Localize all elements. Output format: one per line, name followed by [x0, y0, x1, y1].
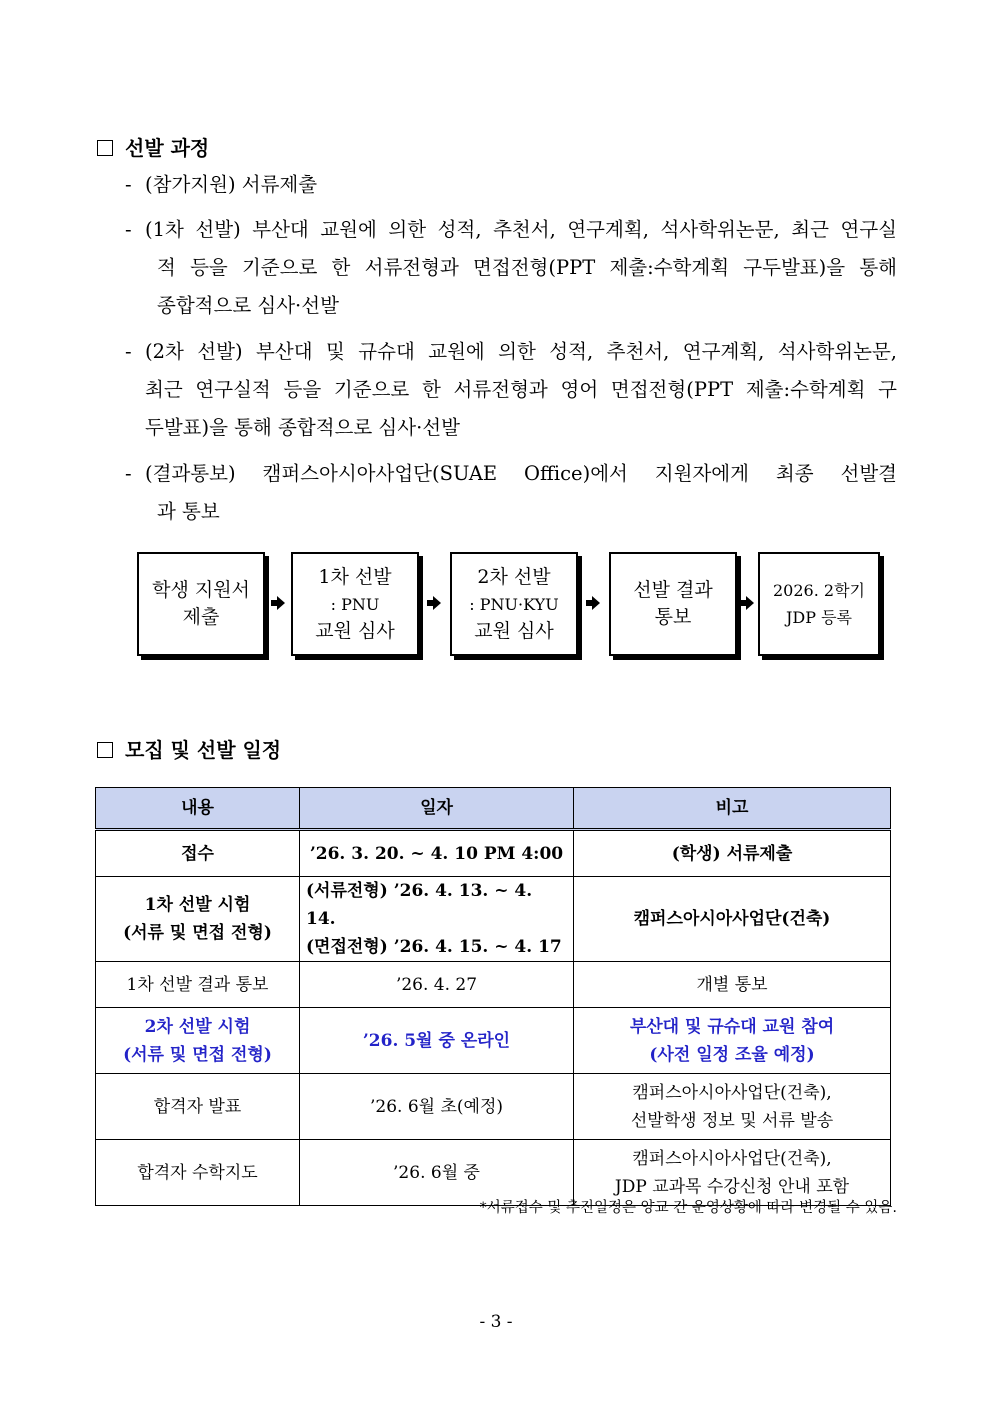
checkbox-square-icon: [97, 742, 113, 758]
cell-remarks: 개별 통보: [574, 962, 891, 1008]
arrow-right-icon: [586, 596, 600, 610]
flow-step-result-notice: 선발 결과 통보: [609, 552, 737, 656]
cell-date: ’26. 3. 20. ~ 4. 10 PM 4:00: [300, 830, 574, 877]
cell-date: ’26. 5월 중 온라인: [300, 1008, 574, 1074]
cell-remarks: 부산대 및 규슈대 교원 참여 (사전 일정 조율 예정): [574, 1008, 891, 1074]
flow-step-first-selection: 1차 선발 : PNU 교원 심사: [291, 552, 419, 656]
arrow-right-icon: [271, 596, 285, 610]
header-remarks: 비고: [574, 788, 891, 830]
table-row: [96, 877, 891, 962]
section-title-schedule: 모집 및 선발 일정: [97, 734, 281, 763]
page-number: - 3 -: [479, 1312, 513, 1332]
cell-date: ’26. 6월 중: [300, 1140, 574, 1206]
table-row: [96, 1008, 891, 1074]
table-row: [96, 1074, 891, 1140]
cell-content: 합격자 발표: [96, 1074, 300, 1140]
flow-step-jdp-registration: 2026. 2학기 JDP 등록: [758, 552, 880, 656]
cell-content: 합격자 수학지도: [96, 1140, 300, 1206]
table-header-row: [96, 788, 891, 830]
cell-content: 1차 선발 시험 (서류 및 면접 전형): [96, 877, 300, 962]
section-title-selection-process: 선발 과정: [97, 132, 209, 161]
cell-remarks: 캠퍼스아시아사업단(건축), JDP 교과목 수강신청 안내 포함: [574, 1140, 891, 1206]
selection-flow-diagram: [137, 552, 882, 660]
process-item-4: - (결과통보) 캠퍼스아시아사업단(SUAE Office)에서 지원자에게 최종 선발결 과 통보: [125, 462, 897, 523]
checkbox-square-icon: [97, 140, 113, 156]
arrow-right-icon: [427, 596, 441, 610]
cell-date: (서류전형) ’26. 4. 13. ~ 4. 14. (면접전형) ’26. 4. 15. ~ 4. 17: [300, 877, 574, 962]
schedule-table: [95, 787, 891, 1206]
cell-remarks: (학생) 서류제출: [574, 830, 891, 877]
cell-date: ’26. 6월 초(예정): [300, 1074, 574, 1140]
header-date: 일자: [300, 788, 574, 830]
cell-remarks: 캠퍼스아시아사업단(건축): [574, 877, 891, 962]
process-item-1: - (참가지원) 서류제출: [125, 173, 318, 196]
cell-content: 1차 선발 결과 통보: [96, 962, 300, 1008]
arrow-right-icon: [740, 596, 754, 610]
cell-remarks: 캠퍼스아시아사업단(건축), 선발학생 정보 및 서류 발송: [574, 1074, 891, 1140]
process-item-3: - (2차 선발) 부산대 및 규슈대 교원에 의한 성적, 추천서, 연구계획, 석사학위논문, 최근 연구실적 등을 기준으로 한 서류전형과 영어 면접전형(PPT 제출:수학계획 구 두발표)을 통해 종합적으로 심사·선발: [125, 340, 897, 439]
cell-date: ’26. 4. 27: [300, 962, 574, 1008]
cell-content: 접수: [96, 830, 300, 877]
header-content: 내용: [96, 788, 300, 830]
flow-step-application: 학생 지원서 제출: [137, 552, 265, 656]
schedule-footnote: *서류접수 및 추진일정은 양교 간 운영상황에 따라 변경될 수 있음.: [479, 1200, 897, 1216]
cell-content: 2차 선발 시험 (서류 및 면접 전형): [96, 1008, 300, 1074]
table-row: [96, 830, 891, 877]
flow-step-second-selection: 2차 선발 : PNU·KYU 교원 심사: [450, 552, 578, 656]
process-item-2: - (1차 선발) 부산대 교원에 의한 성적, 추천서, 연구계획, 석사학위논문, 최근 연구실 적 등을 기준으로 한 서류전형과 면접전형(PPT 제출:수학계획 구두발표)을 통해 종합적으로 심사·선발: [125, 218, 897, 317]
table-row: [96, 962, 891, 1008]
